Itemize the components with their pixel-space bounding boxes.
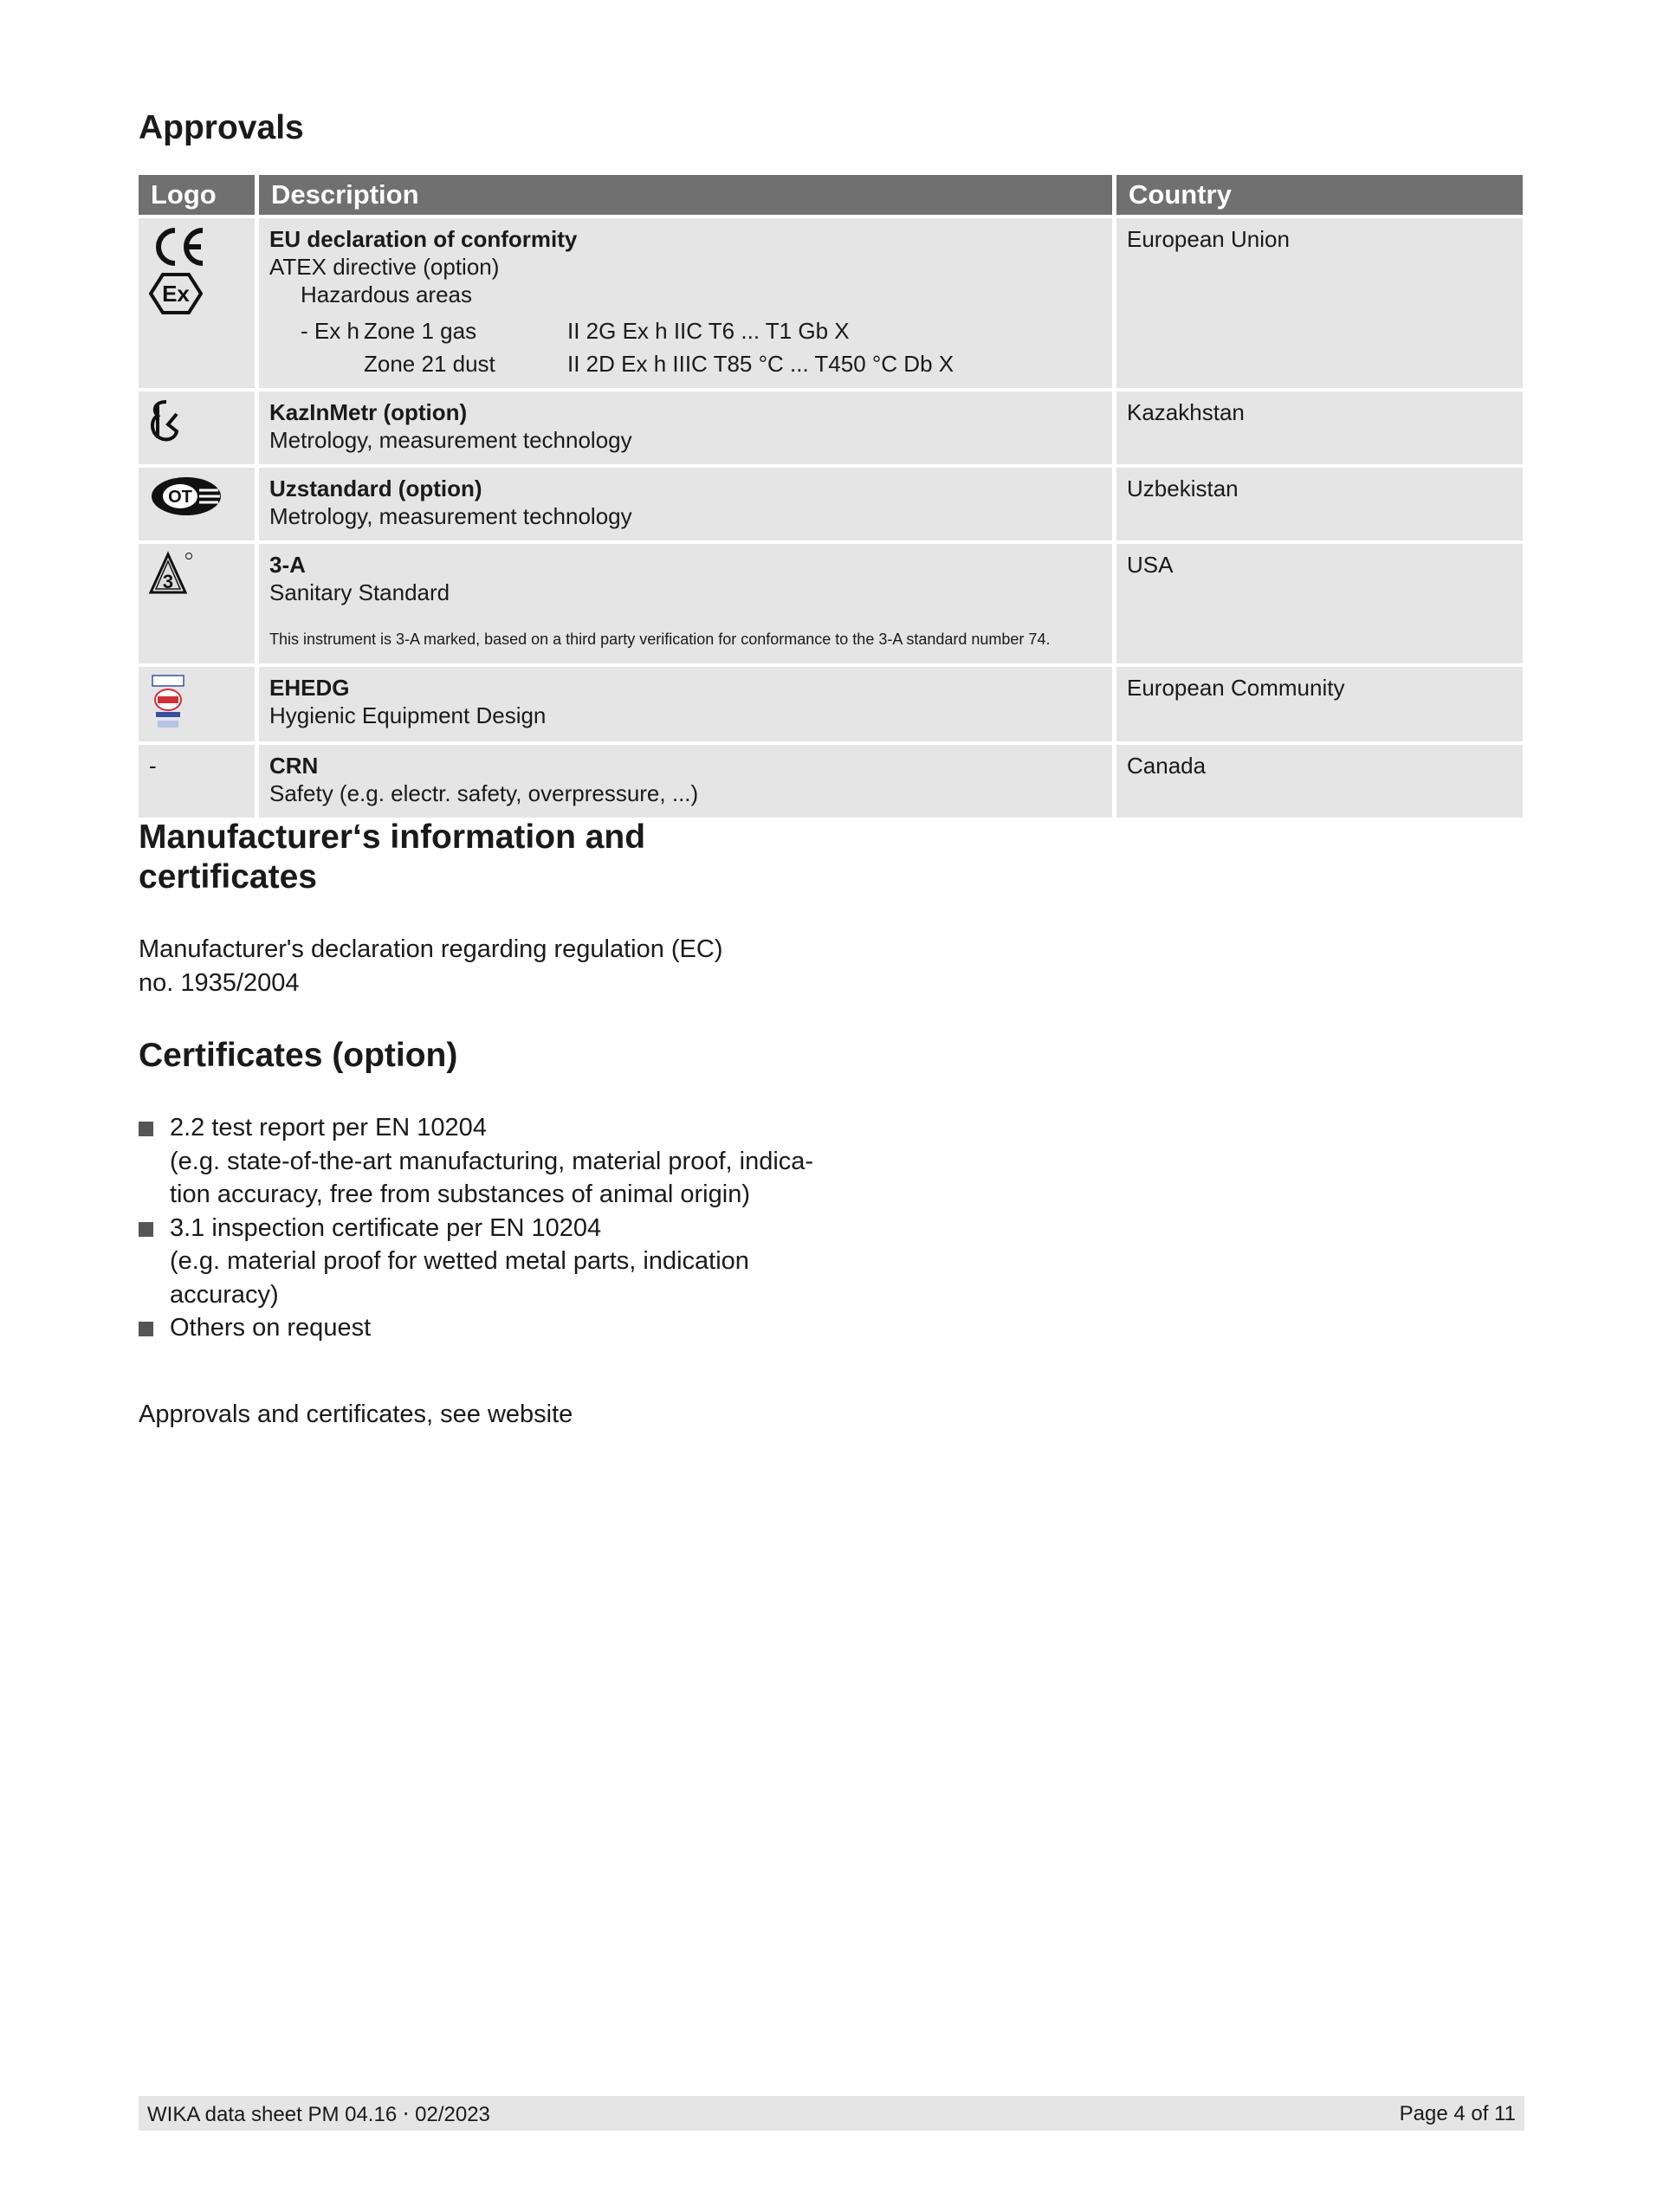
table-row bbox=[139, 388, 1523, 464]
approval-line: ATEX directive (option) bbox=[269, 254, 500, 280]
country-cell: Uzbekistan bbox=[1112, 464, 1523, 540]
approvals-heading: Approvals bbox=[139, 109, 304, 146]
approvals-table bbox=[139, 175, 1523, 818]
ehedg-icon bbox=[149, 674, 187, 731]
approval-line: Metrology, measurement technology bbox=[269, 503, 632, 529]
description-cell bbox=[255, 215, 1112, 388]
svg-text:Ex: Ex bbox=[162, 281, 190, 307]
logo-cell bbox=[139, 540, 255, 663]
country-cell: USA bbox=[1112, 540, 1523, 663]
kazinmetr-icon bbox=[149, 398, 184, 445]
manufacturer-heading-line: Manufacturer‘s information and bbox=[139, 818, 646, 856]
zone-marking: II 2G Ex h IIC T6 ... T1 Gb X bbox=[567, 318, 850, 344]
approval-title: CRN bbox=[269, 753, 319, 779]
table-row bbox=[139, 540, 1523, 663]
list-item-line: tion accuracy, free from substances of animal origin) bbox=[170, 1180, 750, 1208]
logo-cell bbox=[139, 215, 255, 388]
list-item bbox=[139, 1311, 866, 1345]
ex-atex-icon bbox=[149, 272, 203, 315]
country-cell: Kazakhstan bbox=[1112, 388, 1523, 464]
description-cell bbox=[255, 741, 1112, 818]
list-item-line: 3.1 inspection certificate per EN 10204 bbox=[170, 1213, 602, 1242]
logo-cell: - bbox=[139, 741, 255, 818]
list-item-line: 2.2 test report per EN 10204 bbox=[170, 1114, 487, 1142]
approval-title: Uzstandard (option) bbox=[269, 475, 482, 501]
manufacturer-text-line: Manufacturer's declaration regarding regulation (EC) bbox=[139, 935, 723, 963]
manufacturer-text-line: no. 1935/2004 bbox=[139, 969, 300, 997]
description-cell bbox=[255, 388, 1112, 464]
description-cell bbox=[255, 540, 1112, 663]
country-cell: Canada bbox=[1112, 741, 1523, 818]
header-logo: Logo bbox=[139, 175, 255, 215]
footer-page-number: Page 4 of 11 bbox=[1399, 2102, 1516, 2125]
table-row bbox=[139, 464, 1523, 540]
table-row bbox=[139, 741, 1523, 818]
description-cell bbox=[255, 663, 1112, 741]
zone-prefix: - Ex h bbox=[301, 318, 359, 344]
approval-line: Safety (e.g. electr. safety, overpressure, ...) bbox=[269, 780, 699, 806]
bullet-icon bbox=[139, 1222, 153, 1237]
list-item bbox=[139, 1212, 866, 1312]
zone-prefix bbox=[301, 350, 364, 378]
approval-line: Hazardous areas bbox=[301, 281, 472, 307]
svg-text:3: 3 bbox=[162, 571, 174, 592]
table-row bbox=[139, 215, 1523, 388]
zone-marking: II 2D Ex h IIIC T85 °C ... T450 °C Db X bbox=[567, 351, 954, 377]
approvals-website-note: Approvals and certificates, see website bbox=[139, 1400, 573, 1428]
list-item-line: Others on request bbox=[170, 1314, 372, 1342]
certificates-heading: Certificates (option) bbox=[139, 1037, 458, 1074]
approval-title: KazInMetr (option) bbox=[269, 399, 468, 425]
ce-mark-icon bbox=[149, 225, 208, 268]
page-footer bbox=[139, 2096, 1524, 2131]
zone-name: Zone 21 dust bbox=[364, 351, 495, 377]
zone-name: Zone 1 gas bbox=[364, 318, 477, 344]
logo-cell bbox=[139, 388, 255, 464]
approval-title: EHEDG bbox=[269, 675, 350, 701]
approval-line: Sanitary Standard bbox=[269, 579, 450, 605]
manufacturer-heading-line: certificates bbox=[139, 858, 317, 896]
list-item-line: accuracy) bbox=[170, 1280, 279, 1309]
zone-grid bbox=[269, 317, 1102, 378]
logo-cell bbox=[139, 464, 255, 540]
country-cell: European Community bbox=[1112, 663, 1523, 741]
bullet-icon bbox=[139, 1322, 153, 1336]
svg-text:OT: OT bbox=[168, 488, 192, 507]
header-country: Country bbox=[1112, 175, 1523, 215]
certificates-list bbox=[139, 1111, 866, 1345]
list-item-line: (e.g. material proof for wetted metal parts, indication bbox=[170, 1247, 749, 1275]
table-row bbox=[139, 663, 1523, 741]
3a-sanitary-icon bbox=[149, 551, 196, 598]
approval-line: Hygienic Equipment Design bbox=[269, 702, 547, 728]
list-item-line: (e.g. state-of-the-art manufacturing, material proof, indica- bbox=[170, 1147, 814, 1175]
header-description: Description bbox=[255, 175, 1112, 215]
description-cell bbox=[255, 464, 1112, 540]
uzstandard-icon bbox=[149, 475, 223, 518]
logo-cell bbox=[139, 663, 255, 741]
bullet-icon bbox=[139, 1122, 153, 1136]
country-cell: European Union bbox=[1112, 215, 1523, 388]
footer-datasheet-id: WIKA data sheet PM 04.16 ⋅ 02/2023 bbox=[147, 2103, 490, 2126]
table-header-row bbox=[139, 175, 1523, 215]
approval-title: EU declaration of conformity bbox=[269, 226, 578, 252]
approval-line: Metrology, measurement technology bbox=[269, 427, 632, 453]
manufacturer-text bbox=[139, 933, 797, 1000]
manufacturer-heading bbox=[139, 818, 645, 897]
approval-title: 3-A bbox=[269, 552, 306, 578]
approval-note: This instrument is 3-A marked, based on a third party verification for conformance to the 3-A standard number 74. bbox=[269, 631, 1051, 648]
list-item bbox=[139, 1111, 866, 1212]
